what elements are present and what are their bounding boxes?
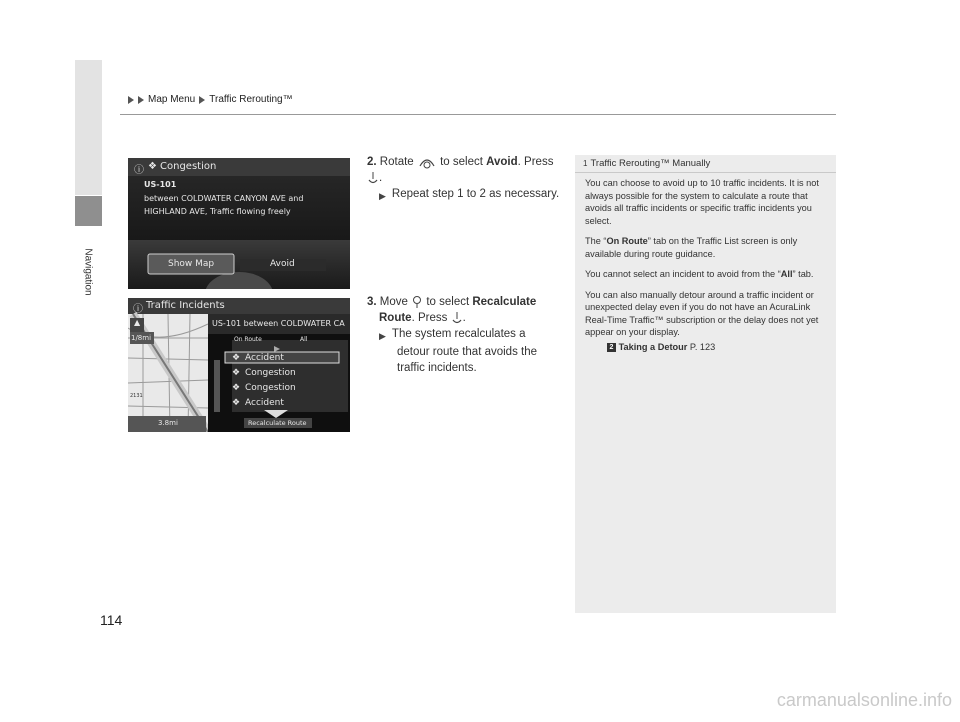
sub-step-arrow-icon: ▶ bbox=[379, 331, 386, 341]
interface-dial-press-icon bbox=[451, 311, 463, 325]
tab-on-route[interactable]: On Route bbox=[234, 336, 262, 343]
interface-dial-press-icon bbox=[367, 171, 379, 185]
step-text: to select bbox=[440, 156, 483, 168]
note-paragraph: You can also manually detour around a traffic incident or unexpected delay even if you do not have an AcuraLink Real-Time Traffic™ subscription or the delay does not yet appear on your display. bbox=[585, 289, 819, 337]
step-2 bbox=[367, 154, 567, 204]
list-item-icon: ❖ bbox=[232, 398, 241, 408]
step-number: 2. bbox=[367, 156, 377, 168]
step-3 bbox=[367, 294, 567, 376]
sub-step-text: traffic incidents. bbox=[397, 362, 477, 374]
breadcrumb-arrow-icon bbox=[128, 96, 134, 104]
step-text: Move bbox=[379, 296, 408, 308]
page-number: 114 bbox=[100, 612, 123, 628]
north-arrow-icon[interactable]: ▲ bbox=[134, 318, 141, 327]
step-text: Rotate bbox=[379, 156, 414, 168]
incident-desc-line1: between COLDWATER CANYON AVE and bbox=[144, 194, 304, 203]
list-item[interactable]: Congestion bbox=[245, 383, 296, 393]
avoid-button[interactable]: Avoid bbox=[270, 259, 295, 269]
step-bold-text: Route bbox=[379, 312, 412, 324]
note-paragraph: You can choose to avoid up to 10 traffic incidents. It is not always possible for the system to calculate a route that avoids all traffic incidents or specific traffic incidents you select. bbox=[585, 178, 819, 226]
interface-dial-rotate-icon bbox=[417, 155, 437, 169]
note-text: You cannot select an incident to avoid from the “ bbox=[585, 269, 781, 279]
show-map-button[interactable]: Show Map bbox=[168, 259, 215, 269]
screenshot-traffic-incidents bbox=[128, 298, 350, 432]
incident-road: US-101 between COLDWATER CA bbox=[212, 319, 345, 328]
side-tab-marker bbox=[75, 196, 102, 226]
sub-step-arrow-icon: ▶ bbox=[379, 191, 386, 201]
list-item-icon: ❖ bbox=[232, 353, 241, 363]
note-marker: 1 bbox=[583, 158, 588, 168]
link-text[interactable]: Taking a Detour bbox=[618, 341, 688, 352]
note-title: Traffic Rerouting™ Manually bbox=[590, 157, 711, 169]
breadcrumb-arrow-icon bbox=[199, 96, 205, 104]
step-number: 3. bbox=[367, 296, 377, 308]
incident-desc-line2: HIGHLAND AVE, Traffic flowing freely bbox=[144, 207, 291, 216]
section-label: Navigation bbox=[82, 248, 94, 296]
screenshot-congestion bbox=[128, 158, 350, 289]
note-text: The “ bbox=[585, 236, 607, 246]
step-text: . Press bbox=[411, 312, 448, 324]
breadcrumb-item-map-menu[interactable]: Map Menu bbox=[148, 94, 196, 105]
list-item[interactable]: Accident bbox=[245, 353, 284, 363]
note-bold-text: All bbox=[780, 269, 793, 279]
map-scale-bottom: 3.8mi bbox=[158, 419, 178, 427]
recalculate-route-button[interactable]: Recalculate Route bbox=[248, 419, 307, 427]
breadcrumb-arrow-icon bbox=[138, 96, 144, 104]
note-text: ” tab on the Traffic List screen is only available during route guidance. bbox=[585, 236, 798, 259]
congestion-icon: ❖ bbox=[148, 161, 157, 172]
note-paragraph bbox=[585, 235, 830, 260]
header-rule bbox=[120, 114, 836, 115]
map-scale-top: 1/8mi bbox=[131, 334, 152, 342]
road-name: US-101 bbox=[144, 180, 177, 189]
info-icon: ⓘ bbox=[133, 304, 143, 315]
list-item[interactable]: Accident bbox=[245, 398, 284, 408]
sub-step-text: The system recalculates a bbox=[391, 328, 526, 340]
note-header bbox=[575, 155, 836, 173]
list-item-icon: ❖ bbox=[232, 368, 241, 378]
info-icon: ⓘ bbox=[134, 165, 144, 176]
reference-arrow-icon: 2 bbox=[607, 343, 616, 352]
watermark: carmanualsonline.info bbox=[776, 690, 952, 710]
step-text: . bbox=[462, 312, 466, 324]
list-item-icon: ❖ bbox=[232, 383, 241, 393]
screen-title: Traffic Incidents bbox=[146, 300, 225, 311]
screen-background bbox=[128, 158, 350, 289]
list-item[interactable]: Congestion bbox=[245, 368, 296, 378]
cross-reference-link[interactable] bbox=[585, 341, 830, 354]
step-text: to select bbox=[426, 296, 470, 308]
link-page[interactable]: P. 123 bbox=[689, 341, 716, 352]
note-text: ” tab. bbox=[792, 269, 814, 279]
screen-title: Congestion bbox=[160, 161, 217, 172]
note-bold-text: On Route bbox=[606, 236, 648, 246]
step-text: . Press bbox=[517, 156, 554, 168]
breadcrumb bbox=[128, 94, 293, 105]
sub-step-text: detour route that avoids the bbox=[397, 346, 538, 358]
note-body bbox=[585, 177, 830, 361]
sub-step-text: Repeat step 1 to 2 as necessary. bbox=[391, 188, 560, 200]
note-box bbox=[575, 155, 836, 613]
side-tab-top bbox=[75, 60, 102, 195]
breadcrumb-item-traffic-rerouting[interactable]: Traffic Rerouting™ bbox=[209, 94, 293, 105]
tab-all[interactable]: All bbox=[300, 336, 308, 343]
step-bold-text: Avoid bbox=[486, 156, 518, 168]
step-text: . bbox=[379, 172, 383, 184]
step-bold-text: Recalculate bbox=[472, 296, 537, 308]
interface-dial-move-icon bbox=[411, 295, 423, 309]
map-label: 2131 bbox=[130, 393, 143, 399]
note-paragraph bbox=[585, 268, 830, 281]
